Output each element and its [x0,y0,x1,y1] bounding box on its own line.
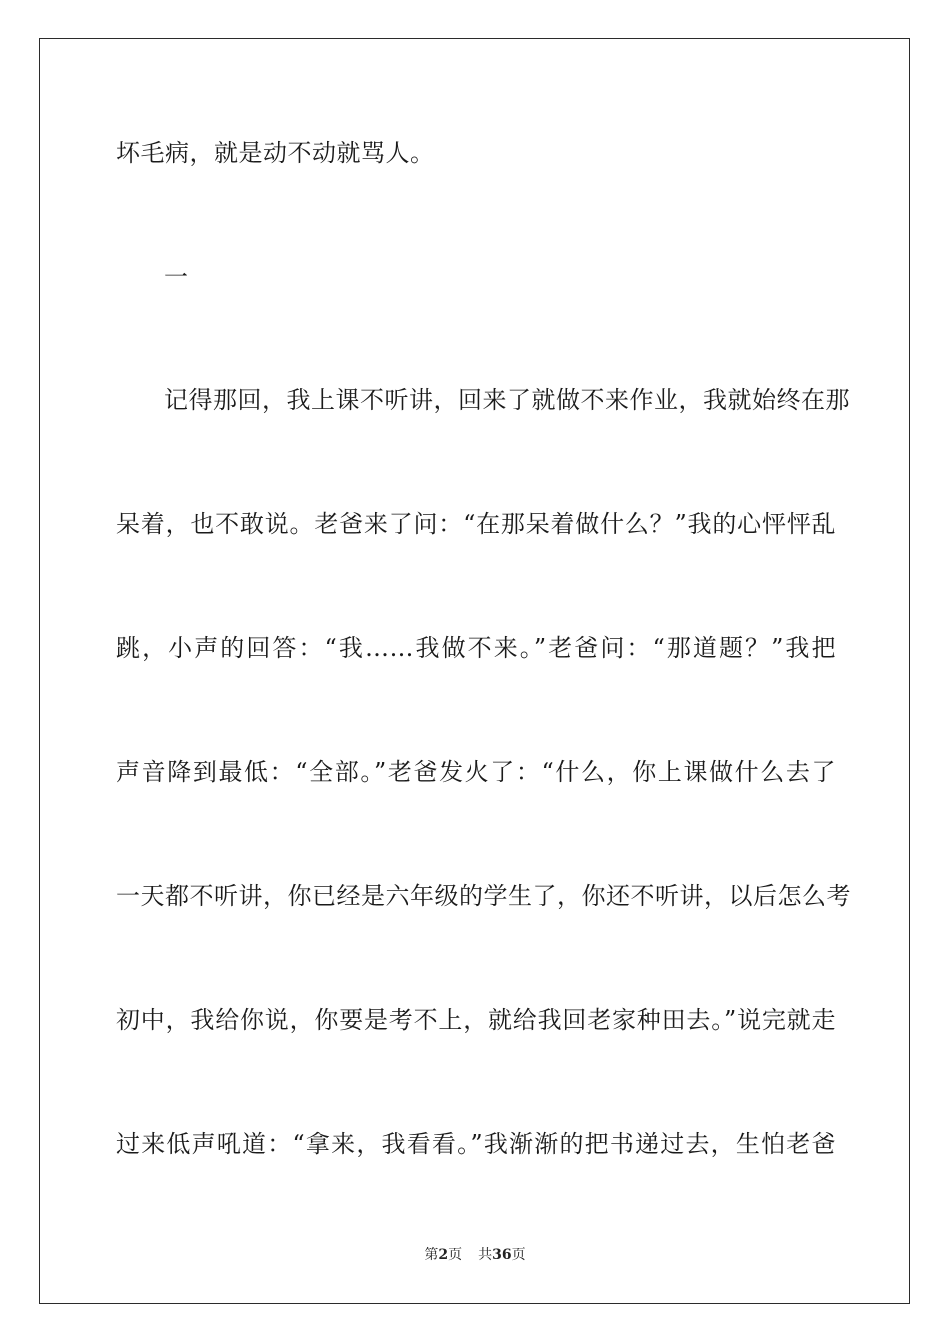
text-line-8: 初中，我给你说，你要是考不上，就给我回老家种田去。”说完就走 [116,1006,836,1034]
total-unit: 页 [511,1247,526,1263]
text-line-6: 声音降到最低：“全部。”老爸发火了：“什么，你上课做什么去了 [116,758,836,786]
page-prefix: 第 [424,1247,439,1263]
total-prefix: 共 [478,1247,493,1263]
section-heading: 一 [164,263,189,291]
text-line-4: 呆着，也不敢说。老爸来了问：“在那呆着做什么？”我的心怦怦乱 [116,510,836,538]
page-unit: 页 [448,1247,463,1263]
total-page-number: 36 [492,1247,512,1263]
text-line-5: 跳，小声的回答：“我……我做不来。”老爸问：“那道题？”我把 [116,634,836,662]
page-footer [0,1246,950,1264]
page-border [39,38,910,1304]
current-page-number: 2 [438,1247,449,1263]
text-line-7: 一天都不听讲，你已经是六年级的学生了，你还不听讲，以后怎么考 [116,882,851,910]
text-line-1: 坏毛病，就是动不动就骂人。 [116,139,435,167]
text-line-9: 过来低声吼道：“拿来，我看看。”我渐渐的把书递过去，生怕老爸 [116,1130,836,1158]
text-line-3: 记得那回，我上课不听讲，回来了就做不来作业，我就始终在那 [164,386,850,414]
